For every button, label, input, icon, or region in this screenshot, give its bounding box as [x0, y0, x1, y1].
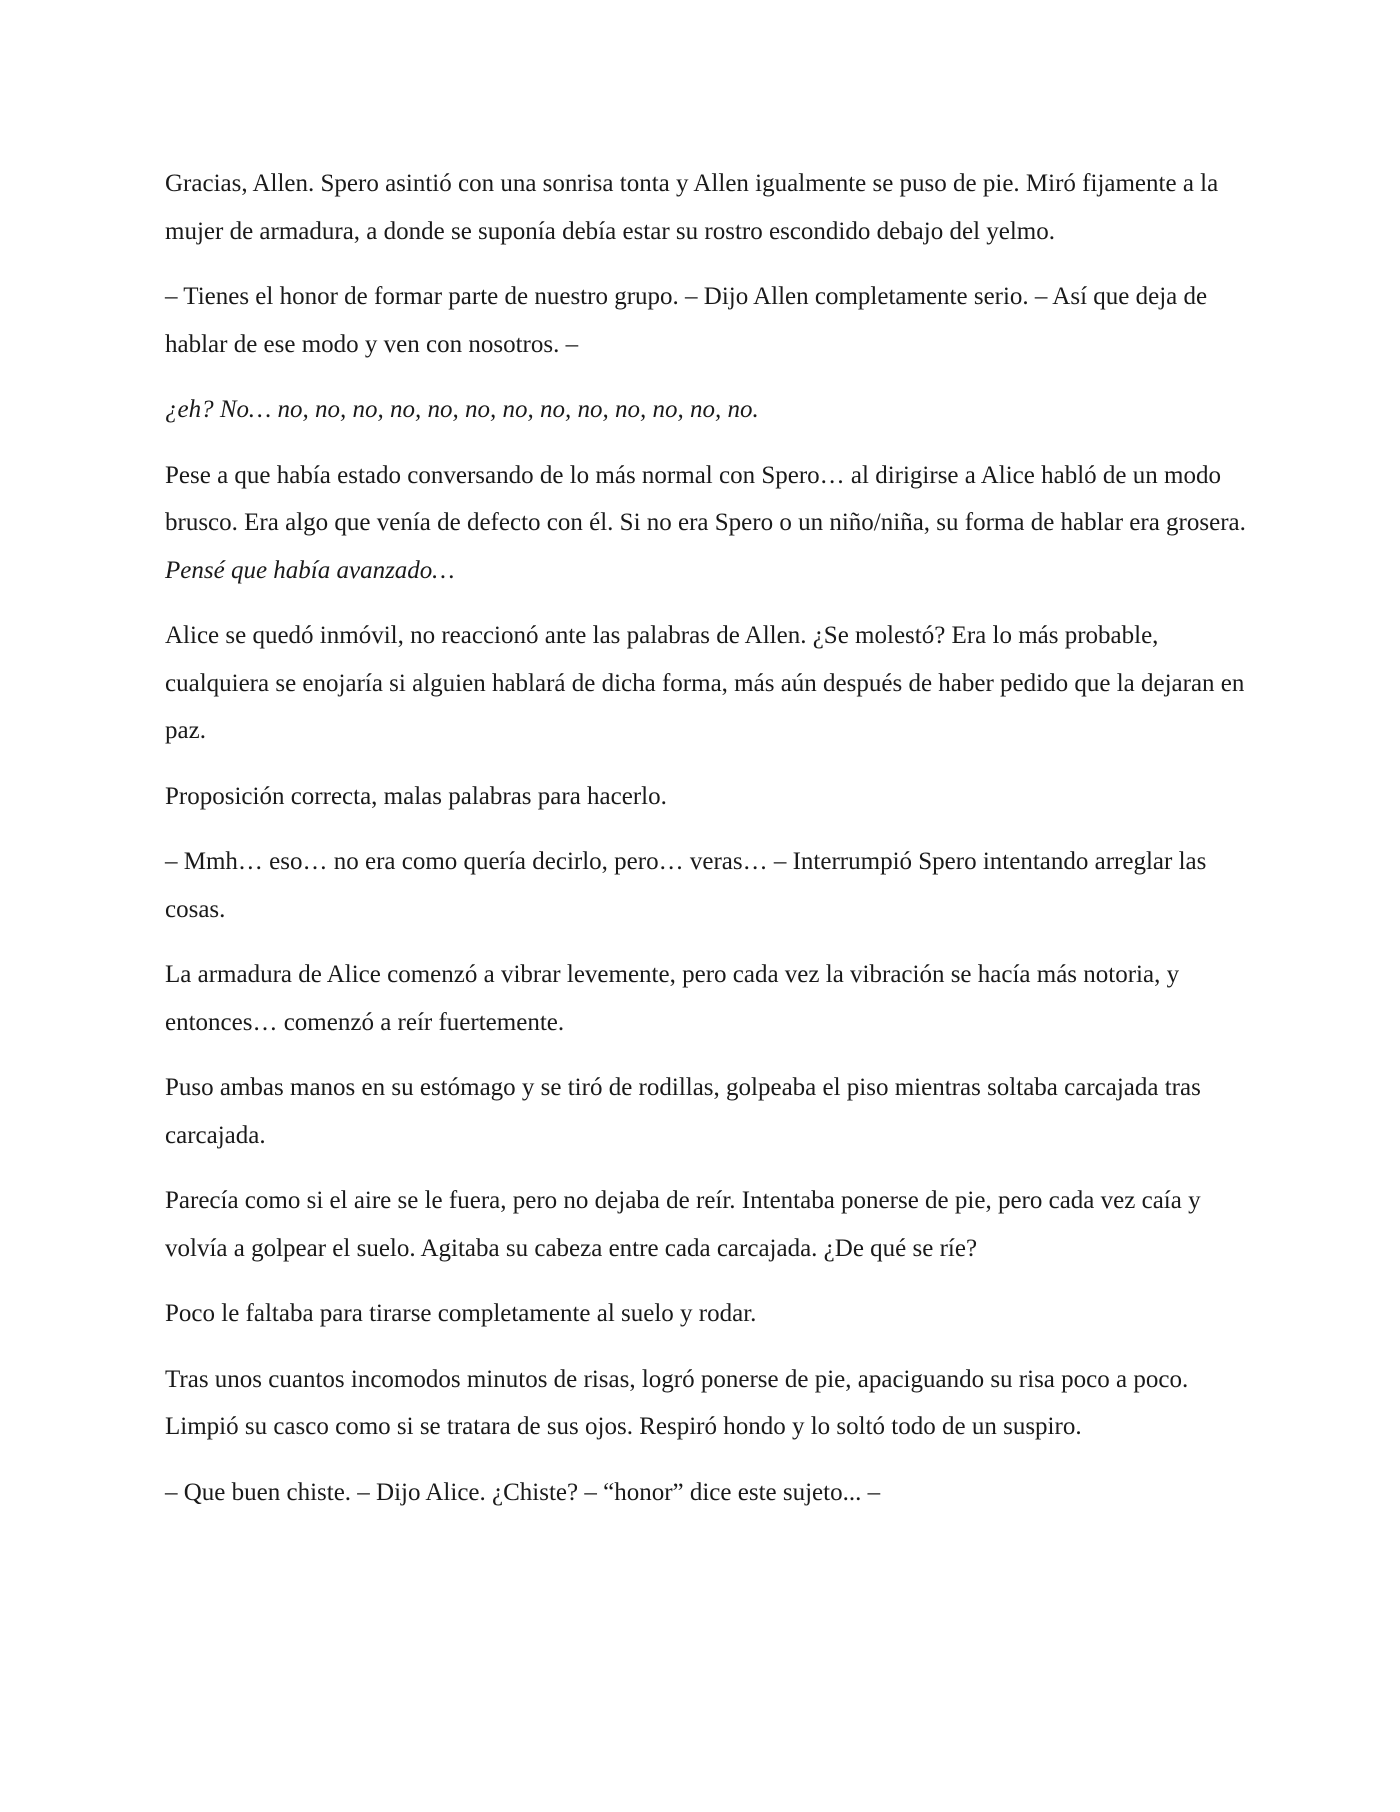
paragraph-text: Parecía como si el aire se le fuera, pero no dejaba de reír. Intentaba ponerse de pie, pero cada vez caía y volvía a golpear el suelo. Agitaba su cabeza entre cada carcajada. ¿De qué se ríe?	[165, 1187, 1201, 1262]
paragraph-italic-text: ¿eh? No… no, no, no, no, no, no, no, no, no, no, no, no, no.	[165, 396, 759, 423]
paragraph-text: Puso ambas manos en su estómago y se tiró de rodillas, golpeaba el piso mientras soltaba carcajada tras carcajada.	[165, 1074, 1201, 1149]
paragraph	[165, 838, 1255, 933]
paragraph-text: – Tienes el honor de formar parte de nuestro grupo. – Dijo Allen completamente serio. – Así que deja de hablar de ese modo y ven con nosotros. –	[165, 283, 1208, 358]
paragraph	[165, 612, 1255, 755]
body-text	[165, 160, 1255, 1534]
paragraph	[165, 1177, 1255, 1272]
paragraph	[165, 951, 1255, 1046]
paragraph	[165, 1356, 1255, 1451]
paragraph-text: – Mmh… eso… no era como quería decirlo, pero… veras… – Interrumpió Spero intentando arreglar las cosas.	[165, 848, 1207, 923]
paragraph-text: Proposición correcta, malas palabras para hacerlo.	[165, 782, 667, 810]
paragraph	[165, 1290, 1255, 1338]
paragraph-text: – Que buen chiste. – Dijo Alice. ¿Chiste? – “honor” dice este sujeto... –	[165, 1478, 881, 1506]
paragraph-text: Gracias, Allen. Spero asintió con una sonrisa tonta y Allen igualmente se puso de pie. Miró fijamente a la mujer de armadura, a donde se suponía debía estar su rostro escondido debajo del yelmo.	[165, 170, 1219, 245]
paragraph	[165, 1064, 1255, 1159]
paragraph	[165, 386, 1255, 434]
paragraph-text: La armadura de Alice comenzó a vibrar levemente, pero cada vez la vibración se hacía más notoria, y entonces… comenzó a reír fuertemente.	[165, 961, 1180, 1036]
paragraph	[165, 273, 1255, 368]
paragraph-text: Pese a que había estado conversando de lo más normal con Spero… al dirigirse a Alice habló de un modo brusco. Era algo que venía de defecto con él. Si no era Spero o un niño/niña, su forma de hablar era grosera.	[165, 461, 1246, 536]
paragraph	[165, 160, 1255, 255]
paragraph-text: Tras unos cuantos incomodos minutos de risas, logró ponerse de pie, apaciguando su risa poco a poco. Limpió su casco como si se tratara de sus ojos. Respiró hondo y lo soltó todo de un suspiro.	[165, 1365, 1189, 1440]
paragraph-italic-text: Pensé que había avanzado…	[165, 556, 455, 584]
paragraph-text: Alice se quedó inmóvil, no reaccionó ante las palabras de Allen. ¿Se molestó? Era lo más probable, cualquiera se enojaría si alguien hablará de dicha forma, más aún después de haber pedido que la dejaran en paz.	[165, 622, 1245, 744]
paragraph-text: Poco le faltaba para tirarse completamente al suelo y rodar.	[165, 1300, 757, 1327]
paragraph	[165, 1469, 1255, 1517]
paragraph	[165, 452, 1255, 595]
paragraph	[165, 773, 1255, 821]
